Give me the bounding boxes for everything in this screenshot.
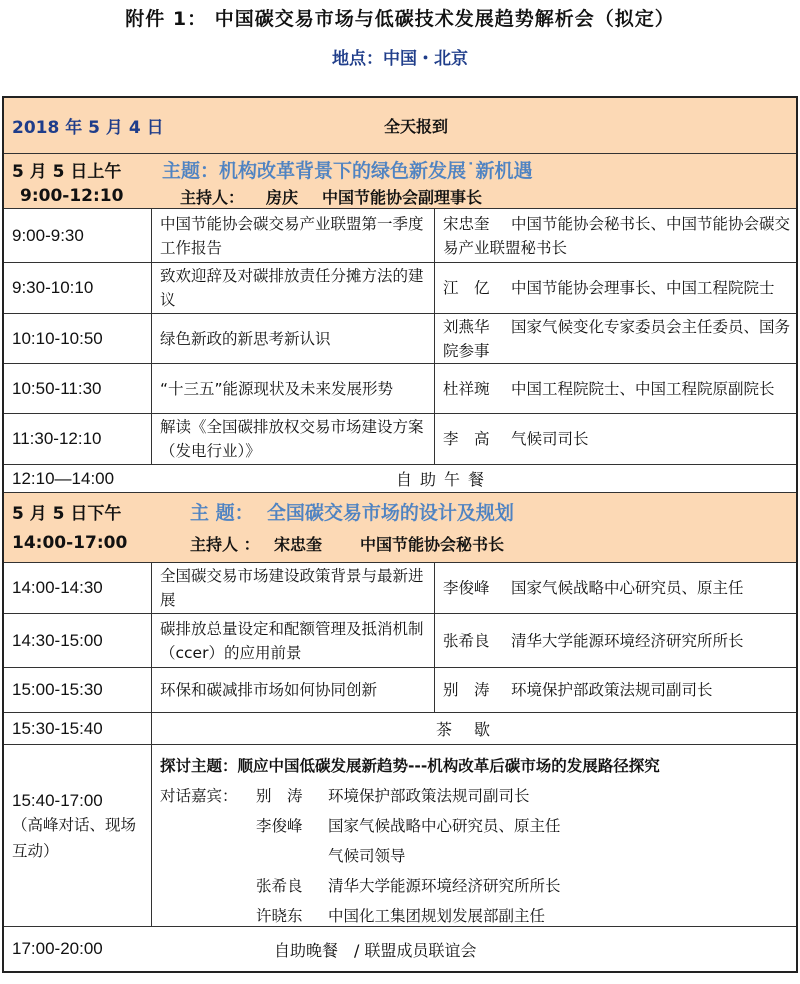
guest-name: 许晓东 <box>256 907 303 925</box>
agenda-speaker <box>435 364 796 413</box>
lunch-row <box>4 465 796 493</box>
guest-name: 张希良 <box>256 877 303 895</box>
agenda-topic: 环保和碳减排市场如何协同创新 <box>152 668 435 712</box>
guest-role: 气候司领导 <box>328 847 406 865</box>
dialogue-guest <box>160 841 788 871</box>
morning-host-label: 主持人： <box>180 187 245 207</box>
agenda-time: 14:30-15:00 <box>4 614 152 667</box>
agenda-topic: 绿色新政的新思考新认识 <box>152 314 435 363</box>
lunch-time: 12:10—14:00 <box>12 468 115 488</box>
dialogue-guest <box>160 811 788 841</box>
venue-location: 地点：中国・北京 <box>332 49 468 69</box>
agenda-speaker <box>435 414 796 464</box>
speaker-name: 李 高 <box>443 430 490 448</box>
guest-role: 中国化工集团规划发展部副主任 <box>328 907 546 925</box>
break-label: 茶歇 <box>435 720 512 739</box>
agenda-time: 10:10-10:50 <box>4 314 152 363</box>
afternoon-host-label: 主持人 ： <box>190 534 260 554</box>
evening-time: 17:00-20:00 <box>12 939 103 958</box>
registration-label: 全天报到 <box>384 117 449 136</box>
afternoon-host-title: 中国节能协会秘书长 <box>360 534 505 554</box>
tea-break-row <box>4 713 796 745</box>
agenda-topic: 碳排放总量设定和配额管理及抵消机制（ccer）的应用前景 <box>152 614 435 667</box>
guest-name: 别 涛 <box>256 787 303 805</box>
agenda-row <box>4 263 796 314</box>
speaker-name: 杜祥琬 <box>443 379 490 398</box>
lunch-label: 自助午餐 <box>396 470 493 489</box>
agenda-row <box>4 563 796 614</box>
morning-session-header <box>4 154 796 209</box>
dialogue-time-cell <box>4 745 152 926</box>
agenda-time: 9:00-9:30 <box>4 209 152 262</box>
break-time: 15:30-15:40 <box>4 713 152 744</box>
speaker-name: 刘燕华 <box>443 317 490 336</box>
dialogue-guest <box>160 781 788 811</box>
agenda-row <box>4 668 796 713</box>
speaker-name: 张希良 <box>443 631 490 650</box>
registration-row <box>4 98 796 154</box>
agenda-row <box>4 614 796 668</box>
agenda-topic: 中国节能协会碳交易产业联盟第一季度工作报告 <box>152 209 435 262</box>
afternoon-session-label: 5 月 5 日下午 <box>12 503 122 524</box>
dialogue-format: （高峰对话、现场互动） <box>12 817 137 860</box>
document-title: 附件 1： 中国碳交易市场与低碳技术发展趋势解析会（拟定） <box>125 8 675 30</box>
agenda-row <box>4 364 796 414</box>
speaker-name: 李俊峰 <box>443 579 490 597</box>
morning-time: 9:00-12:10 <box>20 186 124 206</box>
dialogue-time: 15:40-17:00 <box>12 791 103 810</box>
agenda-table <box>2 96 798 973</box>
afternoon-time: 14:00-17:00 <box>12 533 128 553</box>
agenda-time: 14:00-14:30 <box>4 563 152 613</box>
agenda-time: 9:30-10:10 <box>4 263 152 313</box>
speaker-name: 别 涛 <box>443 681 490 699</box>
agenda-time: 10:50-11:30 <box>4 364 152 413</box>
agenda-speaker <box>435 614 796 667</box>
agenda-row <box>4 414 796 465</box>
agenda-time: 15:00-15:30 <box>4 668 152 712</box>
speaker-role: 清华大学能源环境经济研究所所长 <box>511 631 744 650</box>
morning-session-label: 5 月 5 日上午 <box>12 162 122 182</box>
afternoon-session-header <box>4 493 796 563</box>
agenda-topic: 解读《全国碳排放权交易市场建设方案（发电行业）》 <box>152 414 435 464</box>
speaker-role: 国家气候战略中心研究员、原主任 <box>511 579 744 597</box>
morning-host-name: 房庆 <box>266 187 299 207</box>
speaker-role: 国家气候变化专家委员会主任委员、国务院参事 <box>443 317 791 360</box>
afternoon-theme: 主 题： 全国碳交易市场的设计及规划 <box>190 501 514 524</box>
dialogue-details <box>152 745 796 926</box>
morning-theme: 主题：机构改革背景下的绿色新发展˙新机遇 <box>162 160 533 182</box>
agenda-speaker <box>435 263 796 313</box>
speaker-role: 气候司司长 <box>511 430 589 448</box>
guest-role: 环境保护部政策法规司副司长 <box>328 787 530 805</box>
afternoon-host-name: 宋忠奎 <box>274 534 323 554</box>
speaker-name: 宋忠奎 <box>443 214 490 233</box>
dialogue-guest <box>160 871 788 901</box>
speaker-role: 中国工程院院士、中国工程院原副院长 <box>511 379 775 398</box>
guest-name: 李俊峰 <box>256 817 303 835</box>
guests-label: 对话嘉宾： <box>160 787 238 805</box>
agenda-topic: “十三五”能源现状及未来发展形势 <box>152 364 435 413</box>
speaker-role: 环境保护部政策法规司副司长 <box>511 681 713 699</box>
guest-role: 清华大学能源环境经济研究所所长 <box>328 877 561 895</box>
speaker-role: 中国节能协会理事长、中国工程院院士 <box>511 279 775 297</box>
agenda-speaker <box>435 563 796 613</box>
agenda-row <box>4 314 796 364</box>
agenda-topic: 致欢迎辞及对碳排放责任分摊方法的建议 <box>152 263 435 313</box>
agenda-time: 11:30-12:10 <box>4 414 152 464</box>
speaker-name: 江 亿 <box>443 279 490 297</box>
agenda-speaker <box>435 209 796 262</box>
agenda-speaker <box>435 314 796 363</box>
evening-row <box>4 927 796 971</box>
registration-date: 2018 年 5 月 4 日 <box>12 118 164 138</box>
speaker-role: 中国节能协会秘书长、中国节能协会碳交易产业联盟秘书长 <box>443 214 791 257</box>
agenda-row <box>4 209 796 263</box>
guest-role: 国家气候战略中心研究员、原主任 <box>328 817 561 835</box>
dialogue-row <box>4 745 796 927</box>
agenda-topic: 全国碳交易市场建设政策背景与最新进展 <box>152 563 435 613</box>
evening-label: 自助晚餐 / 联盟成员联谊会 <box>274 940 477 960</box>
dialogue-theme: 探讨主题：顺应中国低碳发展新趋势---机构改革后碳市场的发展路径探究 <box>160 757 660 775</box>
agenda-speaker <box>435 668 796 712</box>
morning-host-title: 中国节能协会副理事长 <box>322 187 483 207</box>
